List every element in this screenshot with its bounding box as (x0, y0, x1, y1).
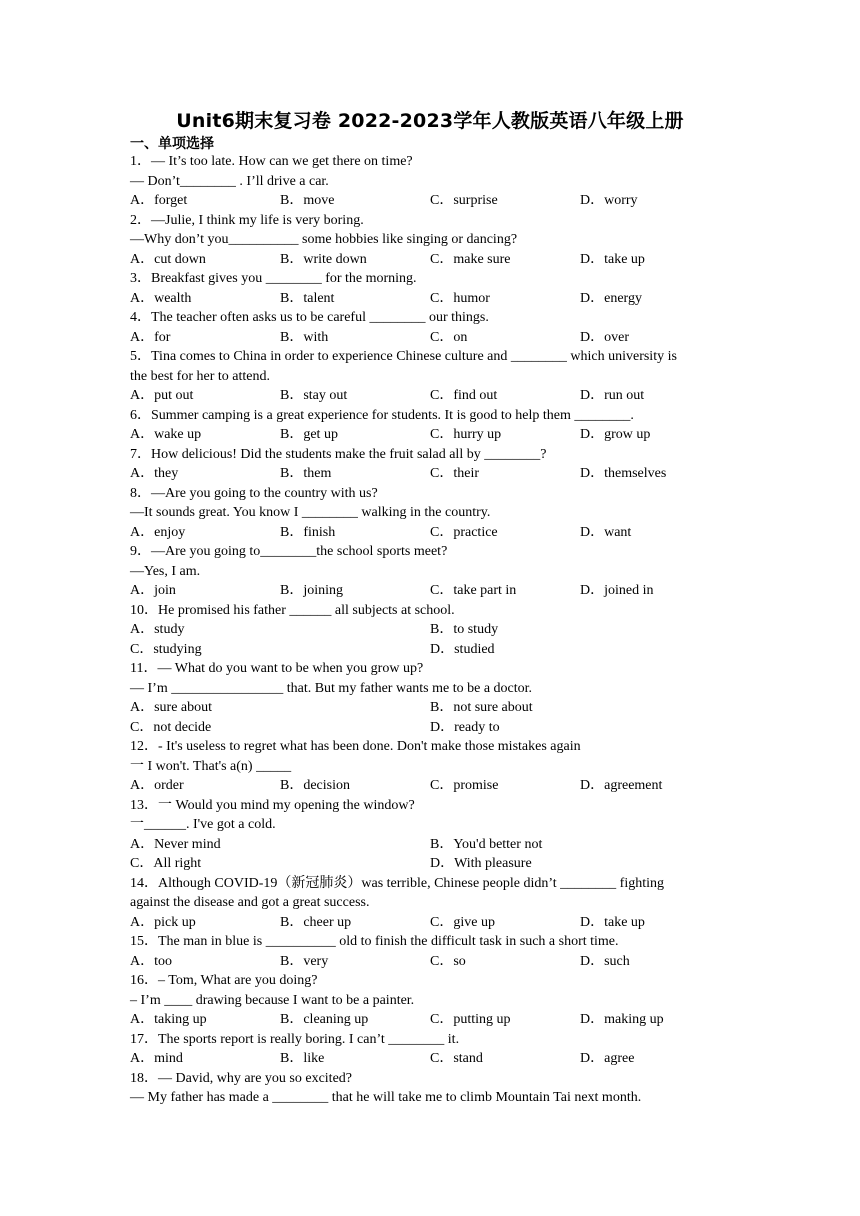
question-line: — Don’t________ . I’ll drive a car. (130, 173, 329, 189)
answer-option: B．talent (280, 290, 335, 306)
answer-option: C．give up (430, 914, 495, 930)
question-stem: 3．Breakfast gives you ________ for the morning. (130, 271, 417, 286)
question-line: against the disease and got a great success. (130, 895, 370, 910)
question-item (130, 1069, 730, 1108)
question-stem: 1．— It’s too late. How can we get there on time? (130, 154, 413, 169)
answer-option: D．run out (580, 388, 645, 403)
answer-option: C．humor (430, 290, 490, 306)
question-item (130, 308, 730, 347)
question-stem: 12．- It's useless to regret what has been done. Don't make those mistakes again (130, 739, 581, 754)
options-row (130, 250, 730, 270)
question-item (130, 796, 730, 874)
options-row (130, 835, 730, 855)
answer-option: D．grow up (580, 427, 651, 442)
answer-option: B．You'd better not (430, 836, 543, 852)
answer-option: C．make sure (430, 251, 511, 267)
question-line: —Yes, I am. (130, 563, 201, 579)
answer-option: C．studying (130, 641, 202, 657)
document-title: Unit6期末复习卷 2022-2023学年人教版英语八年级上册 (176, 110, 684, 132)
question-stem: 13．一 Would you mind my opening the window? (130, 797, 415, 813)
options-row (130, 776, 730, 796)
answer-option: A．for (130, 329, 171, 345)
options-row (130, 620, 730, 640)
question-line: —Why don’t you__________ some hobbies like singing or dancing? (130, 232, 518, 247)
question-stem: 17．The sports report is really boring. I can’t ________ it. (130, 1031, 460, 1047)
options-row (130, 191, 730, 211)
answer-option: D．such (580, 953, 630, 969)
question-item (130, 932, 730, 971)
answer-option: B．them (280, 466, 332, 481)
answer-option: B．stay out (280, 388, 348, 403)
question-stem: 7．How delicious! Did the students make the fruit salad all by ________? (130, 446, 547, 462)
options-row (130, 386, 730, 406)
answer-option: D．agree (580, 1051, 635, 1066)
question-line: the best for her to attend. (130, 368, 270, 384)
answer-option: A．mind (130, 1051, 183, 1066)
answer-option: B．decision (280, 778, 350, 793)
question-line: — My father has made a ________ that he will take me to climb Mountain Tai next month. (130, 1090, 642, 1105)
answer-option: B．like (280, 1051, 325, 1066)
question-line: 一______. I've got a cold. (130, 817, 276, 832)
answer-option: C．take part in (430, 583, 517, 598)
question-item (130, 211, 730, 270)
question-stem: 4．The teacher often asks us to be careful ________ our things. (130, 310, 489, 325)
answer-option: B．finish (280, 524, 336, 540)
question-stem: 2．—Julie, I think my life is very boring. (130, 212, 364, 228)
question-item (130, 484, 730, 543)
answer-option: D．themselves (580, 466, 667, 481)
answer-option: B．joining (280, 583, 344, 598)
answer-option: A．sure about (130, 700, 213, 715)
answer-option: B．write down (280, 251, 367, 267)
answer-option: C．not decide (130, 719, 212, 735)
answer-option: C．stand (430, 1051, 483, 1066)
answer-option: A．study (130, 622, 185, 637)
answer-option: A．too (130, 953, 172, 969)
answer-option: B．not sure about (430, 700, 533, 715)
answer-option: B．cleaning up (280, 1012, 369, 1027)
answer-option: C．hurry up (430, 427, 502, 442)
answer-option: A．they (130, 466, 179, 481)
options-row (130, 464, 730, 484)
options-row (130, 328, 730, 348)
question-item (130, 737, 730, 796)
question-list (130, 152, 730, 1108)
section-heading: 一、单项选择 (130, 136, 214, 152)
answer-option: A．enjoy (130, 524, 186, 540)
question-item (130, 269, 730, 308)
options-row (130, 581, 730, 601)
question-item (130, 152, 730, 211)
options-row (130, 640, 730, 660)
options-row (130, 289, 730, 309)
answer-option: D．energy (580, 290, 642, 306)
answer-option: C．practice (430, 524, 498, 540)
options-row (130, 425, 730, 445)
answer-option: C．putting up (430, 1012, 511, 1027)
answer-option: A．pick up (130, 914, 196, 930)
answer-option: A．taking up (130, 1012, 207, 1027)
answer-option: B．with (280, 329, 329, 345)
question-stem: 14．Although COVID-19（新冠肺炎）was terrible, Chinese people didn’t ________ fighting (130, 875, 665, 891)
answer-option: D．making up (580, 1012, 664, 1027)
answer-option: C．find out (430, 388, 498, 403)
answer-option: D．over (580, 329, 629, 345)
answer-option: D．take up (580, 914, 645, 930)
answer-option: D．ready to (430, 719, 500, 735)
answer-option: C．on (430, 329, 468, 345)
answer-option: C．so (430, 953, 466, 969)
answer-option: B．move (280, 193, 335, 208)
answer-option: C．their (430, 466, 479, 481)
question-item (130, 347, 730, 406)
answer-option: C．surprise (430, 193, 498, 208)
question-stem: 5．Tina comes to China in order to experience Chinese culture and ________ which university is (130, 349, 677, 364)
answer-option: D．worry (580, 193, 638, 208)
options-row (130, 698, 730, 718)
answer-option: C．promise (430, 778, 499, 793)
question-item (130, 445, 730, 484)
question-item (130, 542, 730, 601)
options-row (130, 854, 730, 874)
answer-option: A．put out (130, 388, 194, 403)
question-stem: 18．— David, why are you so excited? (130, 1070, 352, 1086)
answer-option: A．Never mind (130, 836, 221, 852)
options-row (130, 523, 730, 543)
question-stem: 6．Summer camping is a great experience for students. It is good to help them ________. (130, 407, 634, 423)
answer-option: A．join (130, 583, 176, 598)
question-item (130, 659, 730, 737)
options-row (130, 913, 730, 933)
question-line: 一 I won't. That's a(n) _____ (130, 758, 292, 774)
answer-option: B．to study (430, 622, 499, 637)
answer-option: C．All right (130, 856, 202, 871)
answer-option: A．forget (130, 193, 188, 208)
options-row (130, 952, 730, 972)
question-line: – I’m ____ drawing because I want to be a painter. (130, 992, 415, 1008)
question-item (130, 874, 730, 933)
question-stem: 8．—Are you going to the country with us? (130, 485, 378, 501)
options-row (130, 718, 730, 738)
answer-option: A．order (130, 778, 184, 793)
question-stem: 16．– Tom, What are you doing? (130, 973, 318, 988)
answer-option: D．take up (580, 251, 645, 267)
answer-option: A．cut down (130, 251, 206, 267)
answer-option: B．very (280, 953, 329, 969)
answer-option: B．cheer up (280, 914, 352, 930)
answer-option: A．wake up (130, 427, 202, 442)
question-stem: 15．The man in blue is __________ old to finish the difficult task in such a short time. (130, 934, 619, 949)
answer-option: D．agreement (580, 778, 663, 793)
answer-option: D．want (580, 524, 632, 540)
question-item (130, 971, 730, 1030)
answer-option: A．wealth (130, 290, 192, 306)
answer-option: D．joined in (580, 583, 654, 598)
answer-option: B．get up (280, 427, 338, 442)
question-line: — I’m ________________ that. But my father wants me to be a doctor. (130, 680, 533, 696)
question-item (130, 601, 730, 660)
question-line: —It sounds great. You know I ________ walking in the country. (130, 505, 491, 520)
options-row (130, 1010, 730, 1030)
options-row (130, 1049, 730, 1069)
question-stem: 10．He promised his father ______ all subjects at school. (130, 602, 455, 618)
answer-option: D．studied (430, 641, 495, 657)
answer-option: D．With pleasure (430, 856, 532, 871)
question-stem: 11．— What do you want to be when you grow up? (130, 661, 424, 676)
question-item (130, 1030, 730, 1069)
question-stem: 9．—Are you going to________the school sports meet? (130, 544, 448, 559)
question-item (130, 406, 730, 445)
